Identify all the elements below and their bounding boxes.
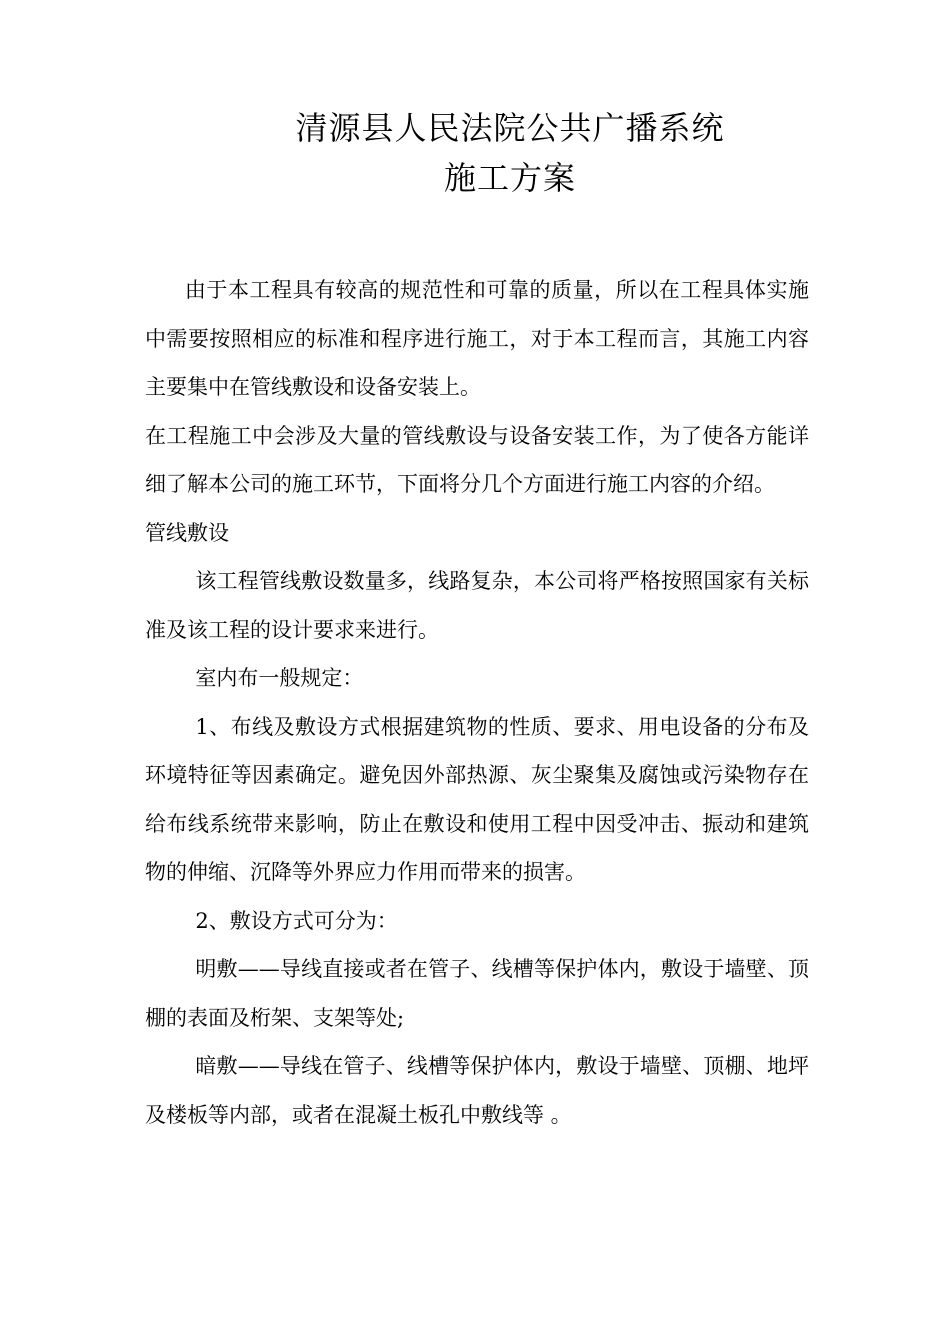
title-line-2: 施工方案 xyxy=(443,159,576,197)
document-body xyxy=(145,266,809,1139)
paragraph-pipeline: 该工程管线敷设数量多，线路复杂，本公司将严格按照国家有关标准及该工程的设计要求来进行。 xyxy=(145,569,809,642)
paragraph-indoor-rules: 室内布一般规定： xyxy=(195,666,364,690)
paragraph-rule-2: 2、敷设方式可分为： xyxy=(195,908,398,933)
paragraph-concealed-laying: 暗敷——导线在管子、线槽等保护体内，敷设于墙壁、顶棚、地坪及楼板等内部，或者在混凝土板孔中敷线等 。 xyxy=(145,1054,809,1127)
paragraph-overview: 在工程施工中会涉及大量的管线敷设与设备安装工作，为了使各方能详细了解本公司的施工环节，下面将分几个方面进行施工内容的介绍。 xyxy=(145,423,809,496)
section-heading-pipeline: 管线敷设 xyxy=(145,520,229,545)
paragraph-intro: 由于本工程具有较高的规范性和可靠的质量，所以在工程具体实施中需要按照相应的标准和程序进行施工，对于本工程而言，其施工内容主要集中在管线敷设和设备安装上。 xyxy=(145,278,809,399)
title-line-1: 清源县人民法院公共广播系统 xyxy=(295,109,725,147)
paragraph-surface-laying: 明敷——导线直接或者在管子、线槽等保护体内，敷设于墙壁、顶棚的表面及桁架、支架等处; xyxy=(145,957,809,1030)
paragraph-rule-1: 1、布线及敷设方式根据建筑物的性质、要求、用电设备的分布及环境特征等因素确定。避免因外部热源、灰尘聚集及腐蚀或污染物存在给布线系统带来影响，防止在敷设和使用工程中因受冲击、振动和建筑物的伸缩、沉降等外界应力作用而带来的损害。 xyxy=(145,714,809,884)
document-title xyxy=(0,103,950,203)
